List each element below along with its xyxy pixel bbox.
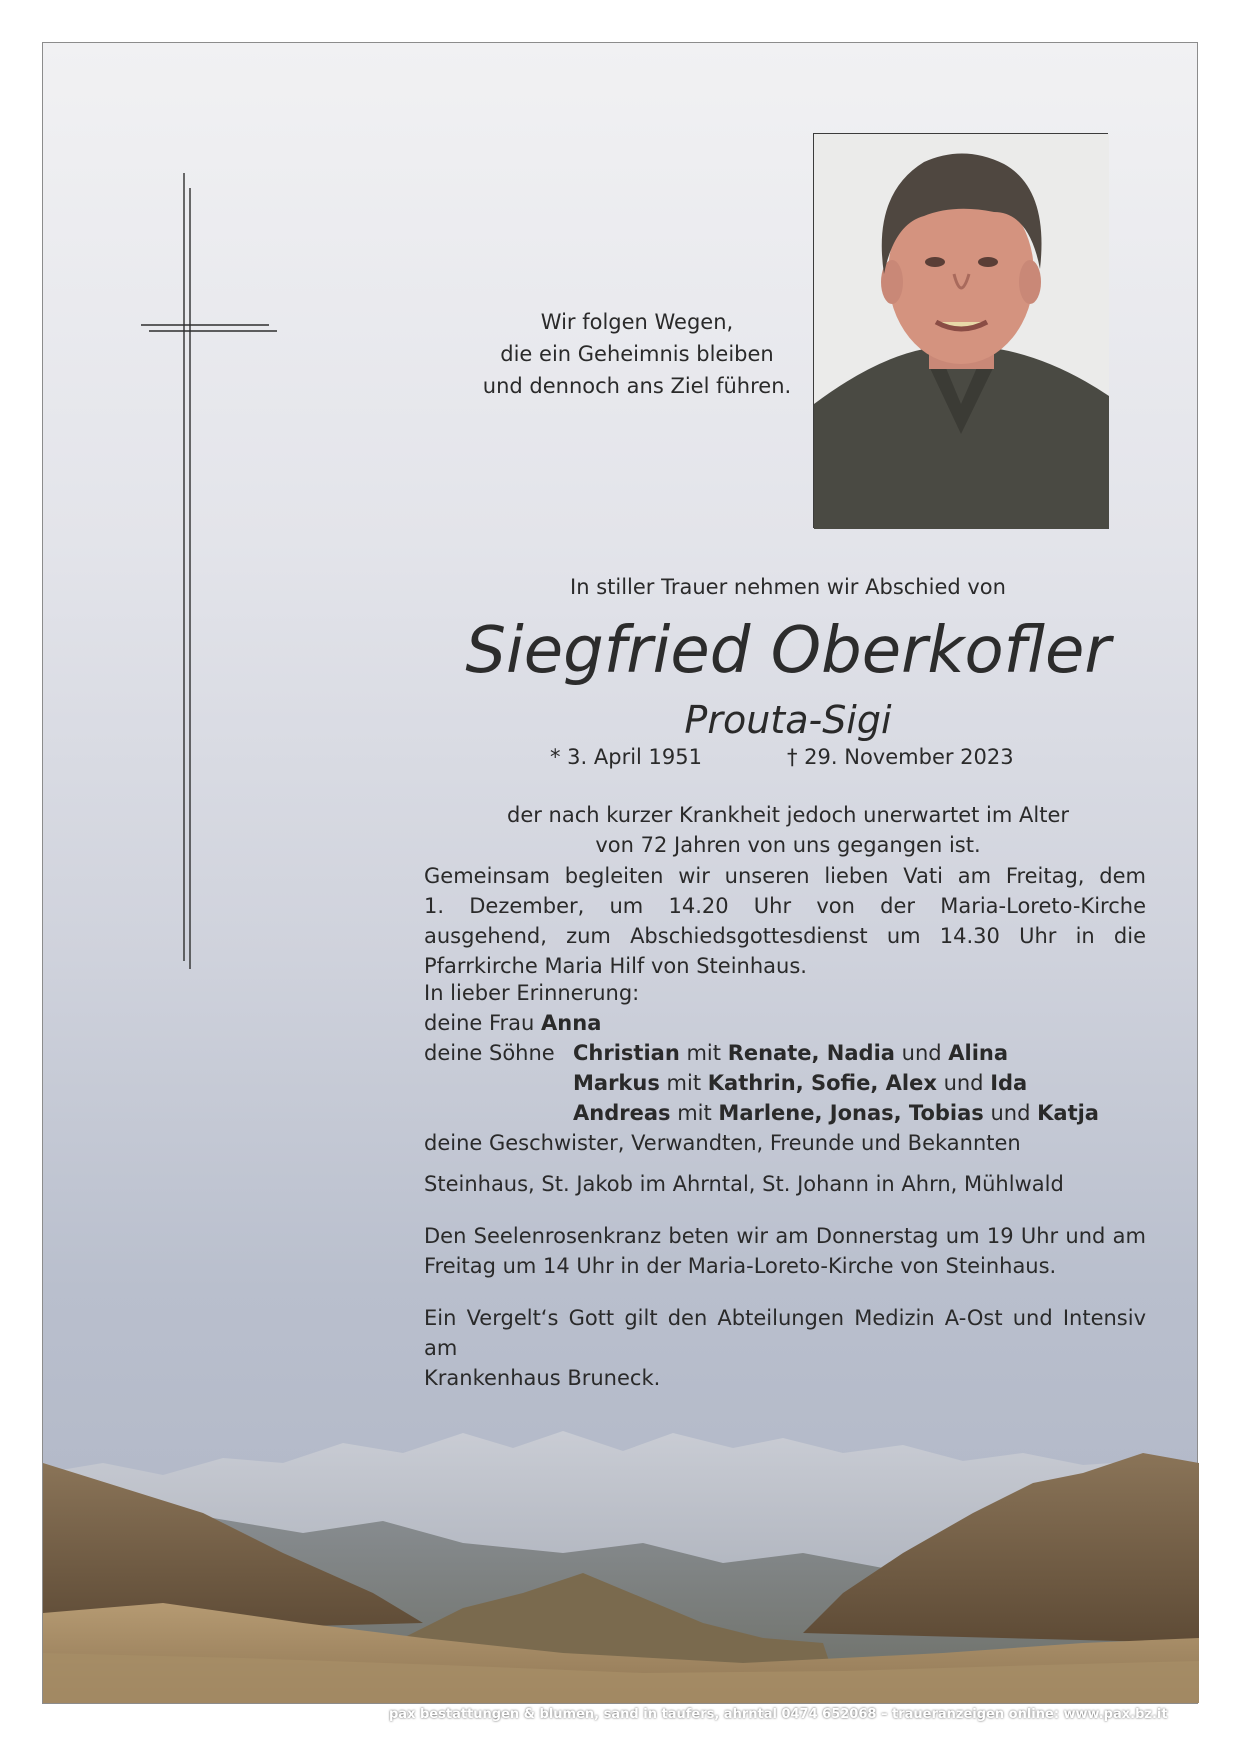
rosary-line: Den Seelenrosenkranz beten wir am Donnerstag um 19 Uhr und am (424, 1224, 1146, 1248)
mourner-family-row (424, 1038, 1146, 1068)
wife-prefix: deine Frau (424, 1011, 535, 1035)
intro-line: In stiller Trauer nehmen wir Abschied von (570, 575, 1006, 599)
thanks-details (424, 1303, 1146, 1393)
family-last-child: Katja (1037, 1101, 1099, 1125)
family-members: Renate, Nadia (727, 1041, 895, 1065)
age-statement (425, 800, 1151, 860)
family-members: Kathrin, Sofie, Alex (707, 1071, 937, 1095)
quote-line: die ein Geheimnis bleiben (500, 342, 774, 366)
son-name: Andreas (573, 1101, 671, 1125)
mit-word: mit (677, 1101, 712, 1125)
portrait-image (814, 134, 1109, 529)
birth-date: * 3. April 1951 (550, 745, 703, 769)
funeral-line: ausgehend, zum Abschiedsgottesdienst um 14.30 Uhr in die (424, 924, 1146, 948)
und-word: und (943, 1071, 984, 1095)
family-last-child: Alina (948, 1041, 1009, 1065)
memorial-quote (441, 306, 833, 402)
thanks-line: Krankenhaus Bruneck. (424, 1366, 661, 1390)
places-line: Steinhaus, St. Jakob im Ahrntal, St. Johann in Ahrn, Mühlwald (424, 1172, 1064, 1196)
rosary-line: Freitag um 14 Uhr in der Maria-Loreto-Kirche von Steinhaus. (424, 1254, 1057, 1278)
mourner-family-row (424, 1068, 1146, 1098)
thanks-line: Ein Vergelt‘s Gott gilt den Abteilungen Medizin A-Ost und Intensiv am (424, 1306, 1146, 1360)
cross-icon (43, 43, 343, 1043)
son-name: Markus (573, 1071, 660, 1095)
mourners-list (424, 978, 1146, 1158)
quote-line: und dennoch ans Ziel führen. (482, 374, 792, 398)
age-line: von 72 Jahren von uns gegangen ist. (595, 833, 981, 857)
quote-line: Wir folgen Wegen, (540, 310, 734, 334)
family-last-child: Ida (990, 1071, 1028, 1095)
funeral-line: 1. Dezember, um 14.20 Uhr von der Maria-Loreto-Kirche (424, 894, 1146, 918)
mourner-wife (424, 1008, 1146, 1038)
mountain-landscape (43, 1403, 1199, 1703)
wife-name: Anna (541, 1011, 602, 1035)
funeral-line: Gemeinsam begleiten wir unseren lieben Vati am Freitag, dem (424, 864, 1146, 888)
deceased-nickname: Prouta-Sigi (684, 698, 892, 742)
funeral-details (424, 861, 1146, 981)
funeral-line: Pfarrkirche Maria Hilf von Steinhaus. (424, 954, 807, 978)
und-word: und (901, 1041, 942, 1065)
portrait-photo (813, 133, 1108, 528)
son-name: Christian (573, 1041, 680, 1065)
obituary-card (42, 42, 1198, 1722)
footer-imprint: pax bestattungen & blumen, sand in taufers, ahrntal 0474 652068 – traueranzeigen online: www.pax.bz.it (389, 1707, 1168, 1722)
sons-prefix: deine Söhne (424, 1041, 555, 1065)
mourner-others: deine Geschwister, Verwandten, Freunde und Bekannten (424, 1131, 1021, 1155)
mourners-heading: In lieber Erinnerung: (424, 981, 640, 1005)
deceased-name: Siegfried Oberkofler (465, 614, 1111, 688)
mit-word: mit (666, 1071, 702, 1095)
mit-word: mit (686, 1041, 721, 1065)
rosary-details (424, 1221, 1146, 1281)
und-word: und (990, 1101, 1031, 1125)
death-date: † 29. November 2023 (787, 745, 1014, 769)
age-line: der nach kurzer Krankheit jedoch unerwartet im Alter (506, 803, 1070, 827)
family-members: Marlene, Jonas, Tobias (718, 1101, 984, 1125)
mourner-family-row (424, 1098, 1146, 1128)
